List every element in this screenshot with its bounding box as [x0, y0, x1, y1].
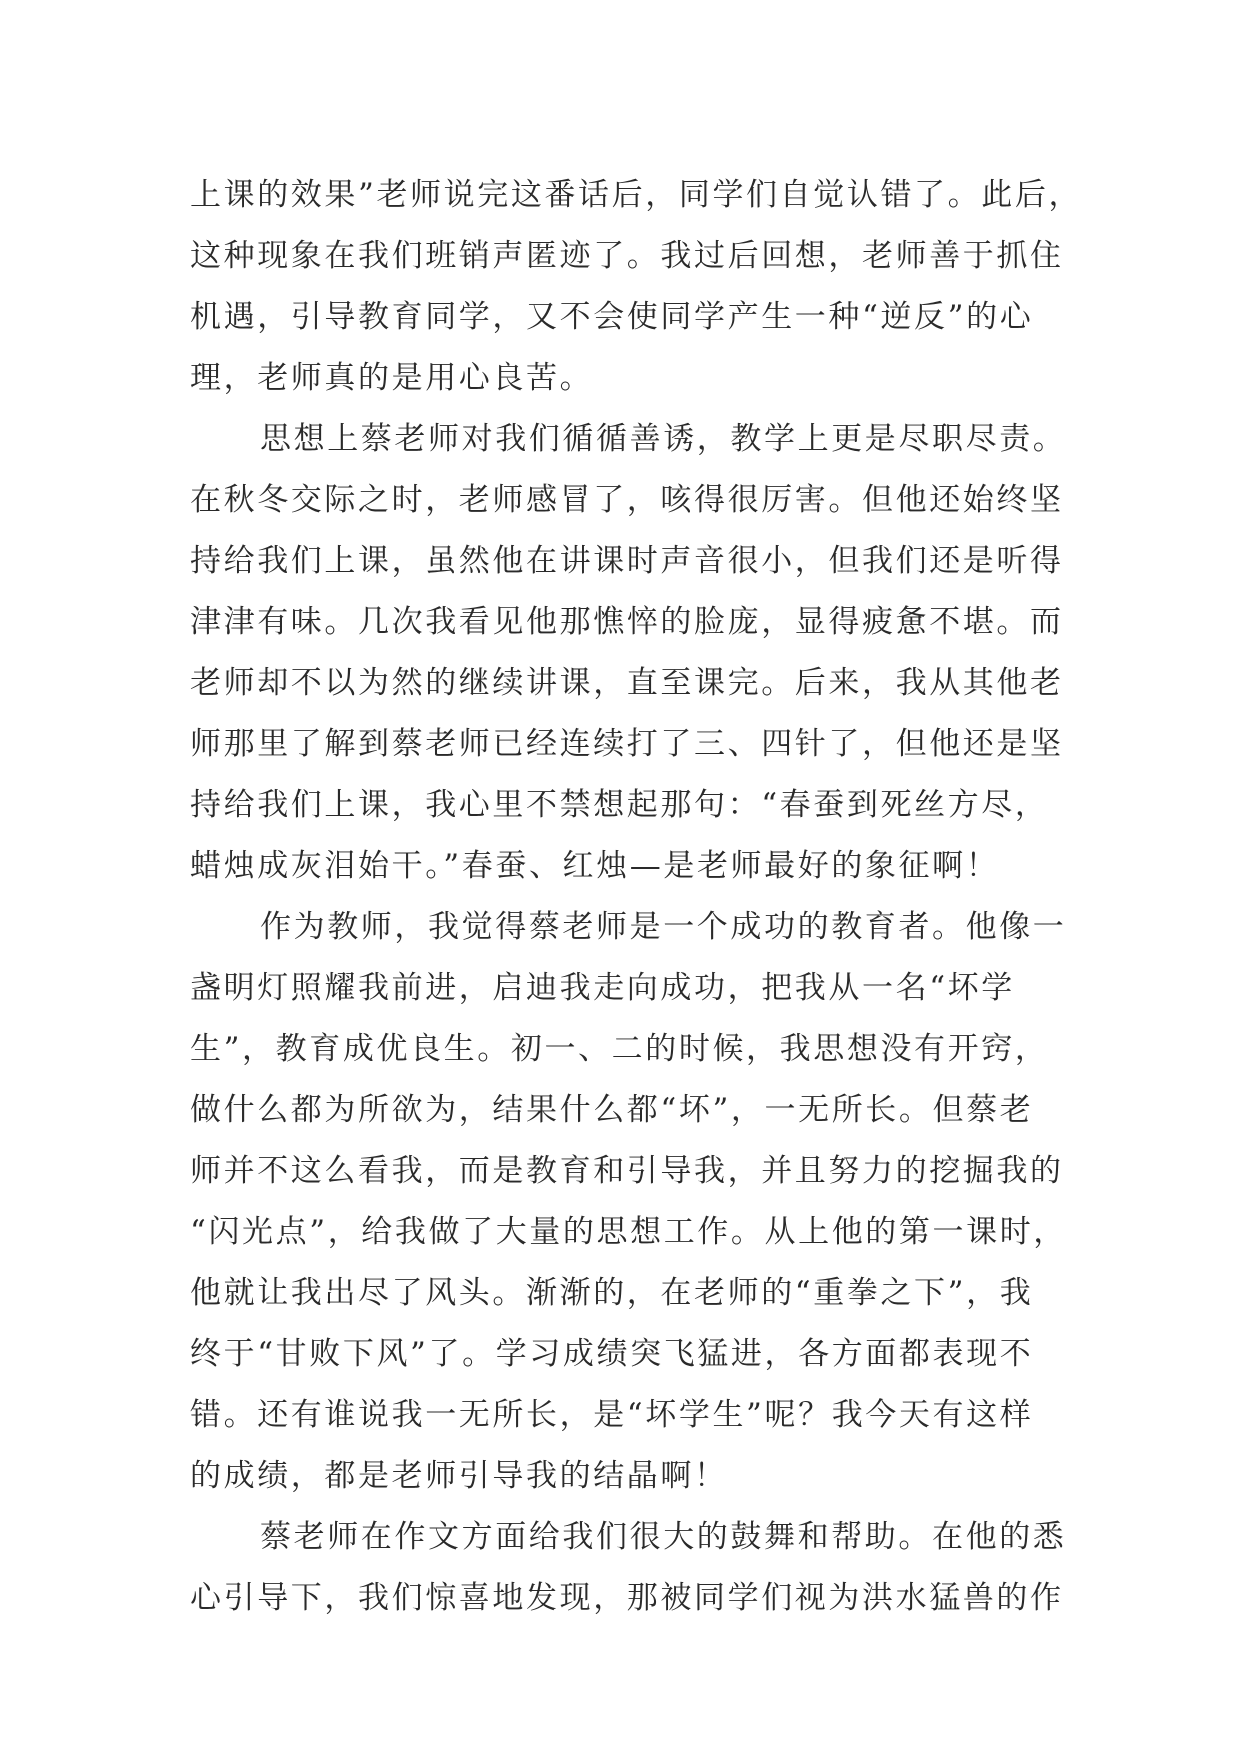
text-line: 师并不这么看我，而是教育和引导我，并且努力的挖掘我的 [190, 1153, 1064, 1189]
text-line: 做什么都为所欲为，结果什么都“坏”，一无所长。但蔡老 [190, 1092, 1034, 1128]
text-line: 老师却不以为然的继续讲课，直至课完。后来，我从其他老 [190, 665, 1064, 701]
text-line: 他就让我出尽了风头。渐渐的，在老师的“重拳之下”，我 [190, 1275, 1034, 1311]
text-line: 盏明灯照耀我前进，启迪我走向成功，把我从一名“坏学 [190, 970, 1015, 1006]
text-line: 生”，教育成优良生。初一、二的时候，我思想没有开窍， [190, 1031, 1049, 1067]
text-line: 在秋冬交际之时，老师感冒了，咳得很厉害。但他还始终坚 [190, 482, 1064, 518]
text-line: 持给我们上课，虽然他在讲课时声音很小，但我们还是听得 [190, 543, 1064, 579]
document-body [190, 165, 1083, 1629]
text-line: 机遇，引导教育同学，又不会使同学产生一种“逆反”的心 [190, 299, 1034, 335]
text-line: 师那里了解到蔡老师已经连续打了三、四针了，但他还是坚 [190, 726, 1064, 762]
text-line: 终于“甘败下风”了。学习成绩突飞猛进，各方面都表现不 [190, 1336, 1034, 1372]
paragraph-first-line: 蔡老师在作文方面给我们很大的鼓舞和帮助。在他的悉 [260, 1519, 1067, 1555]
text-line: 这种现象在我们班销声匿迹了。我过后回想，老师善于抓住 [190, 238, 1064, 274]
text-line: 错。还有谁说我一无所长，是“坏学生”呢？我今天有这样 [190, 1397, 1034, 1433]
paragraph-first-line: 思想上蔡老师对我们循循善诱，教学上更是尽职尽责。 [260, 421, 1067, 457]
text-line: 心引导下，我们惊喜地发现，那被同学们视为洪水猛兽的作 [190, 1580, 1064, 1616]
paragraph-first-line: 作为教师，我觉得蔡老师是一个成功的教育者。他像一 [260, 909, 1067, 945]
text-line: 上课的效果”老师说完这番话后，同学们自觉认错了。此后， [190, 177, 1083, 213]
text-line: 蜡烛成灰泪始干。”春蚕、红烛—是老师最好的象征啊！ [190, 848, 1000, 884]
text-line: 理，老师真的是用心良苦。 [190, 360, 594, 396]
text-line: 的成绩，都是老师引导我的结晶啊！ [190, 1458, 728, 1494]
text-line: 持给我们上课，我心里不禁想起那句：“春蚕到死丝方尽， [190, 787, 1049, 823]
text-line: 津津有味。几次我看见他那憔悴的脸庞，显得疲惫不堪。而 [190, 604, 1064, 640]
text-line: “闪光点”，给我做了大量的思想工作。从上他的第一课时， [190, 1214, 1067, 1250]
